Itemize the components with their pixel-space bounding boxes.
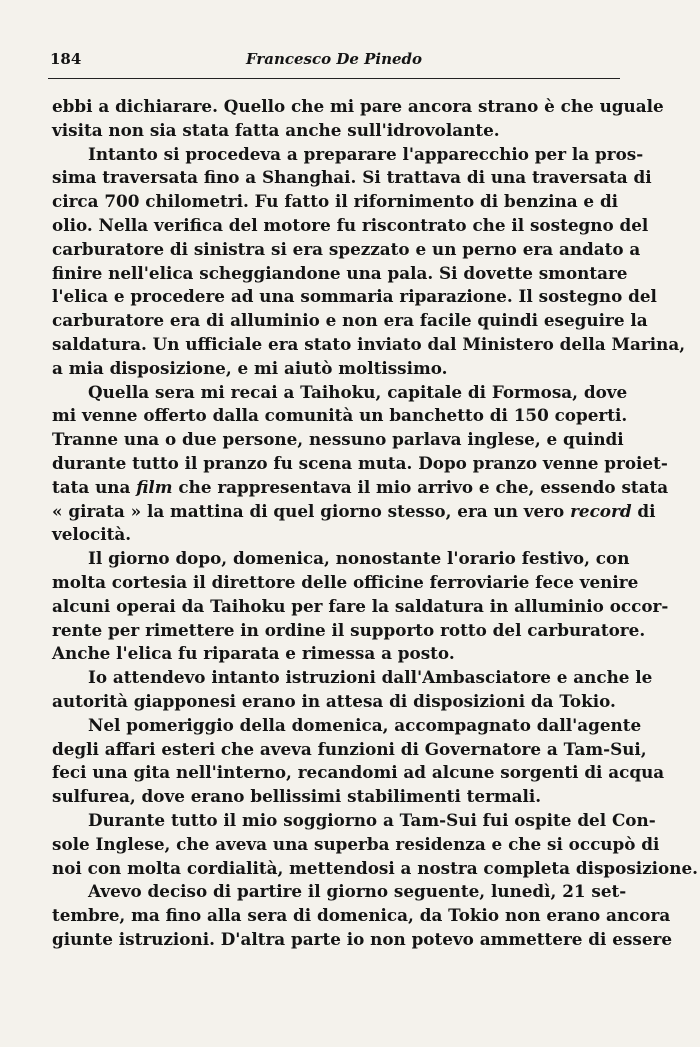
text-line: finire nell'elica scheggiandone una pala. Si dovette smontare xyxy=(52,262,628,283)
text-line: rente per rimettere in ordine il supporto rotto del carburatore. xyxy=(52,619,646,640)
text-line: Quella sera mi recai a Taihoku, capitale di Formosa, dove xyxy=(88,381,628,402)
text-line: alcuni operai da Taihoku per fare la saldatura in alluminio occor- xyxy=(52,595,669,616)
header-rule xyxy=(48,78,620,79)
text-line: sole Inglese, che aveva una superba residenza e che si occupò di xyxy=(52,833,660,854)
text-run: « girata » la mattina di quel giorno stesso, era un vero xyxy=(52,500,571,521)
text-line: saldatura. Un ufficiale era stato inviato dal Ministero della Marina, xyxy=(52,333,686,354)
text-line: olio. Nella verifica del motore fu riscontrato che il sostegno del xyxy=(52,214,649,235)
text-line: Tranne una o due persone, nessuno parlava inglese, e quindi xyxy=(52,429,624,450)
italic-word-film: film xyxy=(136,476,173,497)
body-text xyxy=(52,95,698,952)
text-line: sima traversata fino a Shanghai. Si trattava di una traversata di xyxy=(52,167,652,188)
text-line: l'elica e procedere ad una sommaria riparazione. Il sostegno del xyxy=(52,286,657,307)
text-line: velocità. xyxy=(52,524,132,545)
text-run: tata una xyxy=(52,476,137,497)
text-line: Anche l'elica fu riparata e rimessa a posto. xyxy=(52,643,455,664)
text-line: visita non sia stata fatta anche sull'idrovolante. xyxy=(52,119,500,140)
text-line: Nel pomeriggio della domenica, accompagnato dall'agente xyxy=(88,714,642,735)
text-run: di xyxy=(631,500,656,521)
page-header xyxy=(50,50,618,74)
text-line: Io attendevo intanto istruzioni dall'Ambasciatore e anche le xyxy=(88,667,653,688)
text-line: Avevo deciso di partire il giorno seguente, lunedì, 21 set- xyxy=(88,881,627,902)
text-line: sulfurea, dove erano bellissimi stabilimenti termali. xyxy=(52,786,542,807)
text-line: Intanto si procedeva a preparare l'apparecchio per la pros- xyxy=(88,143,644,164)
text-line: circa 700 chilometri. Fu fatto il rifornimento di benzina e di xyxy=(52,191,619,212)
italic-word-record: record xyxy=(570,500,632,521)
text-line: feci una gita nell'interno, recandomi ad alcune sorgenti di acqua xyxy=(52,762,665,783)
text-line: carburatore di sinistra si era spezzato e un perno era andato a xyxy=(52,238,641,259)
text-line: durante tutto il pranzo fu scena muta. Dopo pranzo venne proiet- xyxy=(52,452,668,473)
page-number: 184 xyxy=(50,50,82,68)
text-run: che rappresentava il mio arrivo e che, essendo stata xyxy=(172,476,669,497)
text-line: a mia disposizione, e mi aiutò moltissimo. xyxy=(52,357,448,378)
text-line: noi con molta cordialità, mettendosi a nostra completa disposizione. xyxy=(52,857,698,878)
text-line xyxy=(52,476,669,500)
text-line: Durante tutto il mio soggiorno a Tam-Sui fui ospite del Con- xyxy=(88,809,656,830)
text-line: giunte istruzioni. D'altra parte io non potevo ammettere di essere xyxy=(52,928,673,949)
text-line: carburatore era di alluminio e non era facile quindi eseguire la xyxy=(52,310,648,331)
text-line: degli affari esteri che aveva funzioni di Governatore a Tam-Sui, xyxy=(52,738,647,759)
text-line: autorità giapponesi erano in attesa di disposizioni da Tokio. xyxy=(52,690,616,711)
text-line: molta cortesia il direttore delle officine ferroviarie fece venire xyxy=(52,571,639,592)
text-line: ebbi a dichiarare. Quello che mi pare ancora strano è che uguale xyxy=(52,96,664,116)
text-line: mi venne offerto dalla comunità un banchetto di 150 coperti. xyxy=(52,405,628,426)
text-line: Il giorno dopo, domenica, nonostante l'orario festivo, con xyxy=(88,548,630,569)
running-title: Francesco De Pinedo xyxy=(245,50,423,68)
text-line: tembre, ma fino alla sera di domenica, da Tokio non erano ancora xyxy=(52,905,671,926)
text-line xyxy=(52,500,656,524)
